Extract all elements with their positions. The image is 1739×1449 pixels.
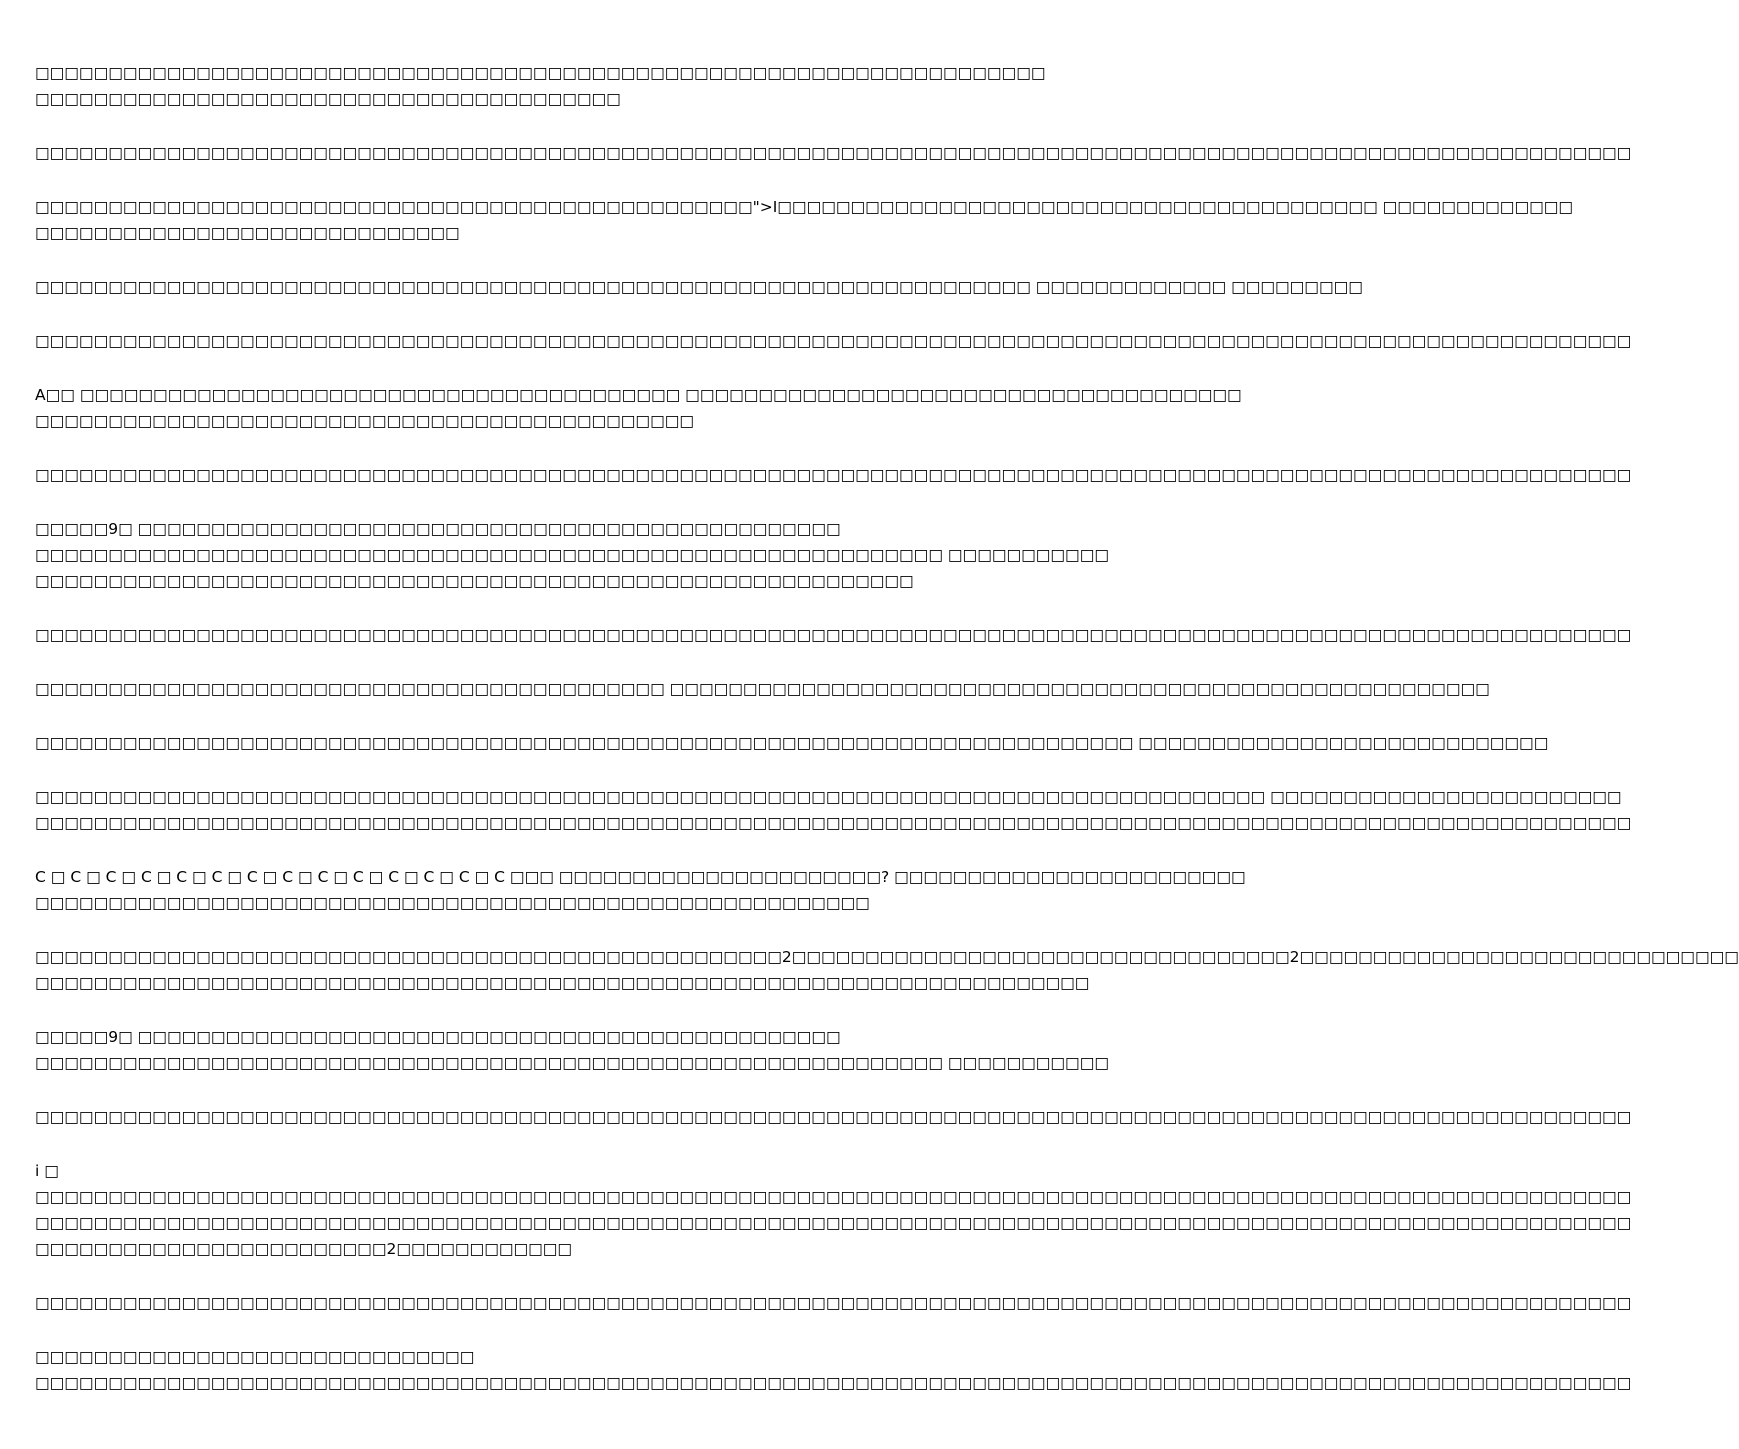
paragraph [35,944,1739,996]
text-line: □□□□□□□□□□□□□□□□□□□□□□□□□□□□□□□□□□□□□□□□□□□□□□□□□□□□□□□□□□□□□□□□□□□□□□□□□□□□□□□□□□□□□□□□□□□□□□□□□□□□□□□□□□□□□ [35,144,1632,162]
paragraph [35,676,1490,702]
text-line: □□□□□□□□□□□□□□□□□□□□□□□□□□□□□□□□□□□□□□□□□□□□□□□□□□□□□□□□□□□□□□ □□□□□□□□□□□ [35,1054,1109,1072]
text-line: □□□□□□□□□□□□□□□□□□□□□□□□□□□□□□□□□□□□□□□□□□□□□□□□□□□□□□□□□□□□□□□□□□□□□□□□□□□ □□□□□□□□□□□□□□□□□□□□□□□□□□□□ [35,734,1549,752]
text-line: □□□□□□□□□□□□□□□□□□□□□□□□□□□□□□□□□□□□□□□□□□□□□□□□□□□□□□□□□□□□□□□□□□□□ □□□□□□□□□□□□□ □□□□□□□□□ [35,278,1363,296]
text-line: C □ C □ C □ C □ C □ C □ C □ C □ C □ C □ C □ C □ C □ C □□□ □□□□□□□□□□□□□□□□□□□□□□? □□□□□□□□□□□□□□□□□□□□□□□□ [35,868,1246,886]
paragraph [35,1290,1632,1316]
text-line: □□□□□□□□□□□□□□□□□□□□□□□□□□□□□□□□□□□□□□□□□□□□□□□□□□□□□□□□□□□□□□ □□□□□□□□□□□ [35,546,1109,564]
paragraph [35,864,1246,916]
text-line: □□□□□□□□□□□□□□□□□□□□□□□□□□□□□□□□□□□□□□□□□□□□□□□□□□□□□□□□□□□□□□□□□□□□□□□□□□□□□□□□□□□□□□□□□□□□□□□□□□□□□□□□□□□□□ [35,1294,1632,1312]
text-line: □□□□□□□□□□□□□□□□□□□□□□□□□□□□□□□□□□□□□□□□□□□□□□□□□□□□□□□□□□□□□□□□□□□□□□□□□□□□□□□□□□□□□□□□□□□□□□□□□□□□□□□□□□□□□ [35,1108,1632,1126]
paragraph [35,1158,1632,1262]
text-line: □□□□□□□□□□□□□□□□□□□□□□□□□□□□□□□□□□□□□□□□□□□□□□□□□□□□□□□□□□□□□□□□□□□□□□□□□□□□□□□□□□□□□□□□□□□□□□□□□□□□□□□□□□□□□ [35,466,1632,484]
paragraph [35,1104,1632,1130]
text-line: □□□□□□□□□□□□□□□□□□□□□□□□□□□□□□□□□□□□□□□□□□□□□□□□□□□□□□□□□□□□□□□□□□□□□□□□□□□□□□□□□□□□□□□□□□□□□□□□□□□□□□□□□□□□□ [35,332,1632,350]
text-line: A□□ □□□□□□□□□□□□□□□□□□□□□□□□□□□□□□□□□□□□□□□□□ □□□□□□□□□□□□□□□□□□□□□□□□□□□□□□□□□□□□□□ [35,386,1242,404]
text-line: □□□□□□□□□□□□□□□□□□□□□□□□□□□□□□□□□□□□□□□□□□□□□□□□□□□2□□□□□□□□□□□□□□□□□□□□□□□□□□□□□□□□□□2□□□□□□□□□□□□□□□□□□□□□□□□□□□□□□ [35,948,1739,966]
text-line: □□□□□□□□□□□□□□□□□□□□□□□□□□□□□□□□□□□□□□□□□□□□□□□□□□□□□□□□□□□□□□□□□□□□□ [35,64,1046,82]
paragraph [35,194,1574,246]
paragraph [35,328,1632,354]
document-body [35,60,1739,1424]
text-line: □□□□□□□□□□□□□□□□□□□□□□□□□□□□□□□□□□□□□□□□□□□□□□□□□□□□□□□□□□□□□□□□□□□□□□□□□□□□□□□□□□□□ □□□□□□□□□□□□□□□□□□□□□□□□ [35,788,1622,806]
text-line: □□□□□□□□□□□□□□□□□□□□□□□□□□□□□□□□□□□□□□□□□□□□□ [35,412,695,430]
text-line: □□□□□□□□□□□□□□□□□□□□□□□□□□□□□□□□□□□□□□□□□□□□□□□□□">I□□□□□□□□□□□□□□□□□□□□□□□□□□□□□□□□□□□□□□□□□ □□□□□□□□□□□□□ [35,198,1574,216]
paragraph [35,784,1632,836]
text-line: □□□□□□□□□□□□□□□□□□□□□□□□□□□□□□□□□□□□□□□□□□□□□□□□□□□□□□□□□□□□□□□□□□□□□□□□□□□□□□□□□□□□□□□□□□□□□□□□□□□□□□□□□□□□□ [35,814,1632,832]
paragraph [35,140,1632,166]
text-line: □□□□□□□□□□□□□□□□□□□□□□□□□□□□□□□□□□□□□□□□□□□□□□□□□□□□□□□□□□□□□□□□□□□□□□□□ [35,974,1090,992]
text-line: □□□□□□□□□□□□□□□□□□□□□□□□□□□□□□□□□□□□□□□□□□□□□□□□□□□□□□□□□□□□□□□□□□□□□□□□□□□□□□□□□□□□□□□□□□□□□□□□□□□□□□□□□□□□□ [35,1214,1632,1232]
paragraph [35,1344,1632,1396]
text-line: □□□□□□□□□□□□□□□□□□□□□□□□2□□□□□□□□□□□□ [35,1240,573,1258]
text-line: □□□□□9□ □□□□□□□□□□□□□□□□□□□□□□□□□□□□□□□□□□□□□□□□□□□□□□□□ [35,1028,841,1046]
text-line: □□□□□□□□□□□□□□□□□□□□□□□□□□□□□□□□□□□□□□□□□□□□□□□□□□□□□□□□□□□□□□□□□□□□□□□□□□□□□□□□□□□□□□□□□□□□□□□□□□□□□□□□□□□□□ [35,1374,1632,1392]
text-line: □□□□□□□□□□□□□□□□□□□□□□□□□□□□□□ [35,1348,475,1366]
paragraph [35,60,1046,112]
paragraph [35,622,1632,648]
text-line: □□□□□□□□□□□□□□□□□□□□□□□□□□□□□□□□□□□□□□□□□□□□□□□□□□□□□□□□□□□□ [35,572,914,590]
paragraph [35,462,1632,488]
paragraph [35,274,1363,300]
text-line: i □ [35,1162,59,1180]
paragraph [35,730,1549,756]
text-line: □□□□□□□□□□□□□□□□□□□□□□□□□□□□□□□□□□□□□□□□□□□□□□□□□□□□□□□□□□□□□□□□□□□□□□□□□□□□□□□□□□□□□□□□□□□□□□□□□□□□□□□□□□□□□ [35,626,1632,644]
text-line: □□□□□□□□□□□□□□□□□□□□□□□□□□□□□□□□□□□□□□□□□□□ □□□□□□□□□□□□□□□□□□□□□□□□□□□□□□□□□□□□□□□□□□□□□□□□□□□□□□□□ [35,680,1490,698]
paragraph [35,516,1109,594]
text-line: □□□□□9□ □□□□□□□□□□□□□□□□□□□□□□□□□□□□□□□□□□□□□□□□□□□□□□□□ [35,520,841,538]
text-line: □□□□□□□□□□□□□□□□□□□□□□□□□□□□□□□□□□□□□□□□□□□□□□□□□□□□□□□□□□□□□□□□□□□□□□□□□□□□□□□□□□□□□□□□□□□□□□□□□□□□□□□□□□□□□ [35,1188,1632,1206]
paragraph [35,382,1242,434]
text-line: □□□□□□□□□□□□□□□□□□□□□□□□□□□□□ [35,224,460,242]
text-line: □□□□□□□□□□□□□□□□□□□□□□□□□□□□□□□□□□□□□□□□ [35,90,621,108]
paragraph [35,1024,1109,1076]
text-line: □□□□□□□□□□□□□□□□□□□□□□□□□□□□□□□□□□□□□□□□□□□□□□□□□□□□□□□□□ [35,894,870,912]
